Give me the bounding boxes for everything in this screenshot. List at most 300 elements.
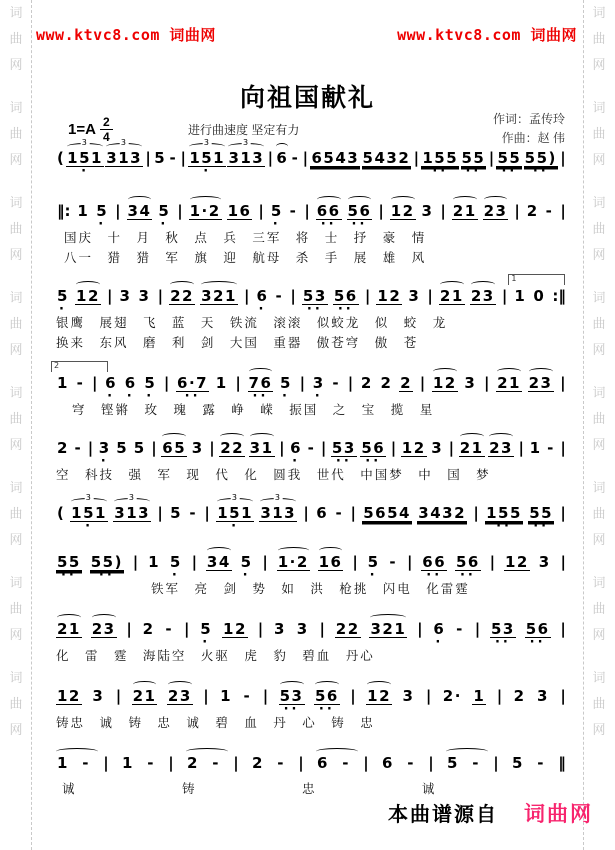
note-token: 23	[91, 622, 117, 638]
note-token: 3	[274, 620, 286, 638]
note-token: -	[147, 754, 155, 772]
note-token: 5 ·	[367, 553, 380, 583]
credit-composer: 作曲：赵 伟	[501, 131, 565, 146]
notation-line	[56, 613, 567, 650]
barline-token: |	[560, 202, 566, 220]
lyrics-line: 空 科技 强 军 现 代 化 圆我 世代 中国梦 中 国 梦	[56, 468, 491, 482]
watermark-char: 网	[592, 152, 606, 167]
note-token: -	[456, 620, 464, 638]
barline-token: |	[483, 374, 490, 392]
note-token: 6 ·	[433, 620, 446, 650]
note-token: 53 ··	[302, 287, 327, 317]
slur-arc	[170, 281, 194, 288]
header-site-url-left: www.ktvc8.com 词曲网	[36, 26, 216, 44]
slur-arc	[433, 368, 457, 375]
note-token: 16	[227, 202, 252, 220]
barline-token: |	[126, 620, 132, 638]
barline-token: |	[560, 620, 566, 638]
barline-token: |	[501, 287, 508, 305]
note-token: 3 151 ·	[217, 493, 254, 534]
notation-line	[56, 195, 567, 232]
watermark-char: 网	[9, 247, 23, 262]
note-token: 3	[92, 687, 105, 705]
slur-arc	[168, 681, 192, 688]
watermark-char: 词	[592, 6, 606, 20]
triplet-number: 3	[120, 138, 128, 147]
note-token: 1	[529, 439, 542, 457]
note-token: 2 1	[56, 376, 70, 391]
ending-bracket: 1	[508, 274, 565, 285]
system	[56, 432, 567, 485]
note-token: 3 ·	[98, 439, 111, 469]
barline-token: |	[258, 202, 264, 220]
note-token: 66 ··	[316, 204, 342, 220]
credit-lyricist: 作词：孟传玲	[492, 112, 565, 126]
barline-token: |	[319, 620, 325, 638]
note-token: 155 ··	[486, 504, 522, 534]
note-token: 3	[138, 287, 151, 305]
note-token: 56 ··	[361, 439, 386, 469]
barline-token: |	[183, 620, 190, 638]
watermark-char: 网	[9, 437, 23, 452]
octave-dots: ·	[258, 302, 267, 317]
note-token: 3	[421, 202, 434, 220]
slur-arc	[440, 281, 464, 288]
barline-token: |	[203, 687, 209, 705]
note-token: 2	[513, 687, 526, 705]
barline-token: (	[57, 149, 64, 167]
barline-token: |	[560, 687, 566, 705]
octave-dots: ··	[60, 568, 77, 583]
note-token: 5 ·	[169, 553, 182, 583]
barline-token: |	[560, 439, 566, 457]
notation-line	[56, 546, 567, 583]
watermark-char: 网	[9, 57, 23, 72]
note-token: 5	[154, 149, 167, 167]
note-token: 12	[223, 620, 247, 638]
barline-token: |	[347, 374, 354, 392]
note-token: 3 313	[228, 138, 265, 167]
note-token: 23	[488, 441, 514, 457]
barline-token: |	[299, 374, 306, 392]
slur-arc	[207, 547, 231, 554]
lyrics-line: 八一 猎 猎 军 旗 迎 航母 杀 手 展 雄 风	[64, 251, 427, 265]
triplet-number: 3	[243, 138, 250, 147]
note-token: 5 ·	[200, 620, 213, 650]
watermark-char: 曲	[592, 696, 606, 711]
note-token: 56 ··	[333, 287, 358, 317]
note-token: 6·7 ··	[177, 374, 209, 404]
slur-arc	[319, 547, 343, 554]
slur-arc	[162, 433, 186, 440]
watermark-char: 曲	[9, 411, 23, 426]
barline-token: |	[151, 439, 157, 457]
barline-token: |	[191, 553, 198, 571]
barline-token: |	[350, 504, 356, 522]
octave-dots: ··	[432, 164, 449, 179]
note-token: 2	[360, 374, 373, 392]
watermark-char: 网	[592, 627, 606, 642]
note-token: 21	[56, 622, 82, 638]
octave-dots: ··	[318, 702, 335, 717]
note-token: 53 ··	[331, 439, 356, 469]
note-token: 5 ·	[96, 202, 109, 232]
octave-dots: ·	[272, 217, 281, 232]
note-token: 1	[122, 754, 134, 772]
note-token: 5	[133, 439, 146, 457]
note-token: -	[165, 620, 174, 638]
note-token: 21	[439, 289, 465, 305]
tempo-marking: 进行曲速度 坚定有力	[188, 123, 300, 137]
octave-dots: ··	[252, 389, 269, 404]
octave-dots: ··	[465, 164, 482, 179]
note-token: 3	[296, 620, 309, 638]
notation-line	[54, 361, 567, 404]
barline-token: |	[496, 687, 503, 705]
barline-token: |	[304, 202, 310, 220]
note-token: 31	[249, 441, 275, 457]
system	[56, 747, 567, 799]
watermark-char: 曲	[592, 601, 606, 616]
note-token: 3 ·	[312, 374, 325, 404]
octave-dots: ·	[100, 454, 109, 469]
note-token: 2	[400, 374, 413, 392]
slur-arc	[484, 196, 508, 203]
note-token: 55 ··	[461, 149, 486, 179]
octave-dots: ··	[337, 302, 354, 317]
note-token: 2	[142, 620, 155, 638]
barline-token: |	[115, 202, 121, 220]
octave-dots: ·	[292, 454, 301, 469]
barline-token: |	[413, 149, 420, 167]
note-token: 5 ·	[158, 202, 171, 232]
octave-dots: ··	[426, 568, 443, 583]
barline-token: |	[103, 754, 109, 772]
watermark-char: 词	[592, 575, 606, 590]
watermark-char: 词	[592, 385, 606, 400]
watermark-char: 词	[592, 670, 606, 685]
octave-dots: ··	[459, 568, 476, 583]
note-token: 1 1	[513, 289, 527, 304]
watermark-column-left	[4, 6, 28, 850]
note-token: 3	[191, 439, 204, 457]
notation-line	[56, 432, 567, 469]
barline-token: :‖	[552, 287, 566, 305]
slur-arc	[276, 143, 288, 150]
note-token: 321	[369, 622, 407, 638]
slur-arc	[76, 281, 100, 288]
barline-token: |	[267, 149, 274, 167]
watermark-char: 词	[9, 385, 23, 400]
lyrics-line: 诚 铸 忠 诚	[62, 782, 437, 796]
barline-token: |	[390, 439, 397, 457]
octave-dots: ··	[184, 389, 201, 404]
slur-arc	[250, 433, 274, 440]
note-token: -	[472, 754, 480, 772]
barline-token: |	[204, 504, 210, 522]
watermark-char: 曲	[592, 221, 606, 236]
note-token: 6 ·	[124, 374, 137, 404]
note-token: 65	[161, 441, 187, 457]
lyrics-line: 银鹰 展翅 飞 蓝 天 铁流 滚滚 似蛟龙 似 蛟 龙	[56, 316, 448, 330]
note-token: 1	[77, 202, 90, 220]
barline-token: |	[428, 754, 434, 772]
note-token: 1	[56, 756, 70, 771]
note-token: -	[407, 754, 415, 772]
barline-token: |	[363, 754, 369, 772]
slur-arc	[471, 281, 495, 288]
lyrics-line: 穹 铿锵 玫 瑰 露 峥 嵘 振国 之 宝 揽 星	[72, 403, 435, 417]
note-token: 3432	[418, 504, 467, 522]
barline-token: |	[262, 687, 269, 705]
note-token: -	[289, 202, 298, 220]
slur-arc	[348, 196, 372, 203]
barline-token: |	[157, 504, 163, 522]
barline-token: |	[180, 149, 186, 167]
slur-arc	[92, 614, 116, 621]
barline-token: ‖	[558, 754, 566, 772]
note-token: -	[547, 439, 555, 457]
octave-dots: ·	[58, 302, 67, 317]
barline-token: |	[302, 149, 309, 167]
octave-dots: ··	[529, 635, 546, 650]
lyrics-line: 换来 东风 磨 利 剑 大国 重器 傲苍穹 傲 苍	[56, 336, 419, 350]
watermark-char: 词	[592, 195, 606, 210]
watermark-char: 网	[592, 722, 606, 737]
barline-token: |	[168, 754, 174, 772]
note-token: -	[169, 149, 178, 167]
barline-token: |	[352, 553, 358, 571]
octave-dots: ·	[242, 568, 251, 583]
watermark-char: 曲	[592, 126, 606, 141]
time-signature	[100, 116, 113, 143]
watermark-char: 曲	[9, 31, 23, 46]
note-token: 5	[116, 439, 129, 457]
barline-token: |	[560, 374, 566, 392]
note-token: -	[335, 504, 344, 522]
meter-denominator: 4	[102, 130, 110, 144]
note-token: 55 ··	[497, 149, 522, 179]
watermark-char: 词	[9, 480, 23, 495]
note-token: 12	[57, 687, 81, 705]
barline-token: |	[427, 287, 433, 305]
watermark-char: 曲	[9, 126, 23, 141]
barline-token: |	[106, 287, 113, 305]
watermark-char: 词	[9, 290, 23, 305]
note-token: 12	[377, 287, 402, 305]
triplet-number: 3	[81, 138, 89, 147]
triplet-number: 3	[85, 493, 93, 502]
watermark-char: 曲	[9, 221, 23, 236]
note-token: 321	[200, 289, 238, 305]
octave-dots: ··	[306, 302, 323, 317]
note-token: -	[537, 754, 545, 772]
barline-token: |	[257, 620, 264, 638]
watermark-char: 曲	[9, 506, 23, 521]
watermark-char: 网	[9, 342, 23, 357]
note-token: 12	[390, 204, 416, 220]
watermark-char: 曲	[592, 31, 606, 46]
barline-token: |	[489, 553, 496, 571]
note-token: 3 151 ·	[67, 138, 103, 179]
barline-token: |	[320, 439, 327, 457]
slur-arc	[367, 681, 391, 688]
octave-dots: ·	[202, 635, 211, 650]
note-token: 3 151 ·	[189, 138, 226, 179]
slur-arc	[453, 196, 477, 203]
lyrics-line: 铸忠 诚 铸 忠 诚 碧 血 丹 心 铸 忠	[56, 716, 375, 730]
octave-dots: ·	[160, 217, 169, 232]
notation-line	[56, 747, 567, 779]
watermark-char: 网	[592, 247, 606, 262]
note-token: -	[76, 374, 85, 392]
note-token: -	[307, 439, 316, 457]
note-token: 5 ·	[57, 287, 69, 317]
note-token: 1	[148, 553, 161, 571]
barline-token: |	[419, 374, 426, 392]
note-token: -	[212, 754, 220, 772]
barline-token: |	[290, 287, 296, 305]
watermark-char: 网	[592, 342, 606, 357]
octave-dots: ·	[98, 217, 107, 232]
note-token: -	[545, 202, 554, 220]
note-token: 3 313	[106, 138, 143, 167]
note-token: 34	[127, 204, 153, 220]
note-token: 3	[408, 287, 421, 305]
triplet-number: 3	[128, 493, 136, 502]
note-token: 2	[57, 439, 69, 457]
note-token: 3	[538, 553, 551, 571]
barline-token: |	[115, 687, 122, 705]
system	[54, 361, 567, 420]
note-token: 6	[275, 151, 289, 166]
note-token: 5	[170, 504, 183, 522]
note-token: 3	[119, 287, 132, 305]
tie-arc	[56, 748, 98, 755]
note-token: 1	[473, 687, 486, 705]
watermark-char: 词	[592, 480, 606, 495]
barline-token: |	[488, 149, 495, 167]
footer	[388, 798, 593, 828]
octave-dots: ··	[532, 164, 549, 179]
slur-arc	[370, 614, 406, 621]
footer-brand: 词曲网	[524, 803, 593, 826]
note-token: 1·2	[277, 555, 310, 571]
note-token: 53 ··	[491, 620, 515, 650]
slur-arc	[529, 368, 553, 375]
note-token: 2	[380, 374, 393, 392]
watermark-char: 网	[9, 532, 23, 547]
note-token: 53 ··	[279, 689, 305, 705]
note-token: 22	[335, 620, 360, 638]
note-token: 21	[496, 376, 522, 392]
barline-token: |	[279, 439, 285, 457]
note-token: 6 ·	[290, 439, 303, 469]
note-token: 55) ··	[524, 149, 557, 179]
note-token: 3	[464, 374, 477, 392]
note-token: 1	[215, 374, 228, 392]
watermark-char: 网	[9, 627, 23, 642]
octave-dots: ·	[126, 389, 135, 404]
note-token: 56 ··	[314, 689, 340, 705]
watermark-char: 曲	[9, 601, 23, 616]
note-token: 5 ·	[240, 553, 253, 583]
octave-dots: ··	[283, 702, 300, 717]
watermark-char: 词	[9, 670, 23, 685]
barline-token: |	[87, 439, 94, 457]
barline-token: |	[235, 374, 241, 392]
note-token: 12	[432, 376, 458, 392]
triplet-number: 3	[274, 493, 282, 502]
note-token: -	[74, 439, 83, 457]
octave-dots: ·	[203, 164, 212, 179]
note-token: -	[332, 374, 341, 392]
octave-dots: ··	[501, 164, 518, 179]
slur-arc	[460, 433, 484, 440]
note-token: 6 ·	[256, 287, 269, 317]
footer-source-label: 本曲谱源自	[388, 804, 498, 826]
note-token: 5432	[362, 149, 411, 167]
note-token: 3 151 ·	[71, 493, 107, 534]
note-token: 5654	[363, 504, 411, 522]
note-token: 76 ··	[248, 376, 274, 392]
lyrics-line: 化 雷 霆 海陆空 火驱 虎 豹 碧血 丹心	[56, 649, 375, 663]
meter-numerator: 2	[100, 116, 113, 130]
barline-token: |	[417, 620, 423, 638]
octave-dots: ·	[435, 635, 444, 650]
watermark-column-right	[587, 6, 611, 850]
barline-token: |	[406, 553, 413, 571]
watermark-char: 网	[592, 437, 606, 452]
watermark-char: 词	[592, 290, 606, 305]
octave-dots: ··	[320, 217, 337, 232]
octave-dots: ··	[494, 635, 511, 650]
system	[56, 274, 567, 353]
barline-token: |	[209, 439, 215, 457]
watermark-char: 曲	[9, 696, 23, 711]
octave-dots: ·	[282, 389, 290, 404]
note-token: 0	[533, 287, 546, 305]
note-token: 23	[528, 376, 554, 392]
slur-arc	[278, 547, 309, 554]
note-token: 21	[459, 441, 485, 457]
slur-arc	[201, 281, 237, 288]
slur-arc	[133, 681, 157, 688]
watermark-char: 词	[9, 6, 23, 20]
barline-token: |	[440, 202, 446, 220]
note-token: 12	[366, 689, 392, 705]
note-token: 23	[470, 289, 496, 305]
barline-token: |	[262, 553, 268, 571]
note-token: 6543	[311, 149, 360, 167]
system	[56, 546, 567, 599]
watermark-char: 网	[9, 152, 23, 167]
slur-arc	[315, 681, 339, 688]
watermark-char: 网	[592, 57, 606, 72]
slur-arc	[391, 196, 415, 203]
barline-token: |	[177, 202, 183, 220]
slur-arc	[220, 433, 244, 440]
watermark-char: 曲	[592, 506, 606, 521]
barline-token: |	[233, 754, 239, 772]
ending-bracket: 2	[51, 361, 108, 372]
barline-token: |	[514, 202, 520, 220]
dashed-border-right	[583, 0, 584, 850]
note-token: 5 ·	[144, 374, 157, 404]
barline-token: |	[425, 687, 432, 705]
watermark-char: 词	[9, 100, 23, 115]
octave-dots: ··	[335, 454, 352, 469]
